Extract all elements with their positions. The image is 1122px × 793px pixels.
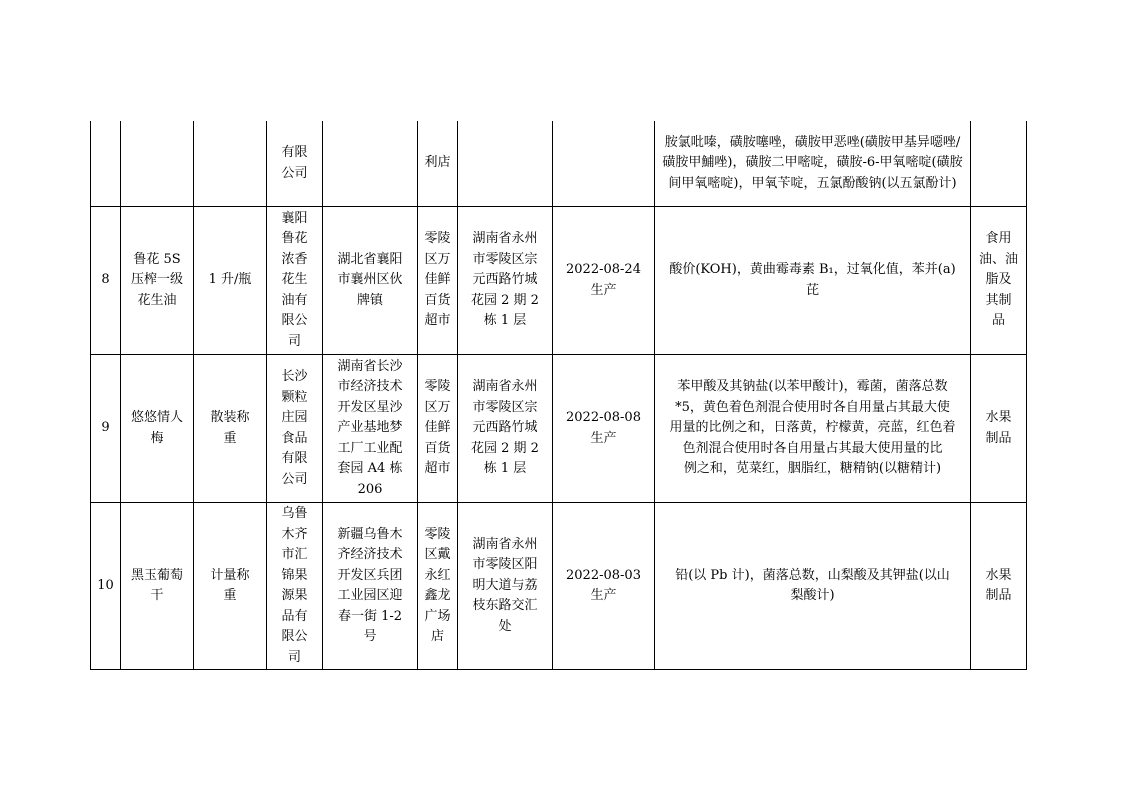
sampled-unit-name: 零陵 区万 佳鲜 百货 超市 [418,355,458,503]
production-date: 2022-08-08 生产 [553,355,655,503]
table-row [91,355,1027,503]
manufacturer-name: 长沙 颗粒 庄园 食品 有限 公司 [267,355,323,503]
specification: 计量称 重 [194,503,267,670]
table-row [91,121,1027,207]
sampled-unit-address: 湖南省永州 市零陵区宗 元西路竹城 花园 2 期 2 栋 1 层 [458,207,553,355]
row-number: 9 [91,355,121,503]
food-category: 食用 油、油 脂及 其制 品 [971,207,1027,355]
manufacturer-address: 湖北省襄阳 市襄州区伙 牌镇 [323,207,418,355]
production-date: 2022-08-03 生产 [553,503,655,670]
sampled-unit-address [458,121,553,207]
food-name [121,121,194,207]
food-category: 水果 制品 [971,503,1027,670]
manufacturer-name: 襄阳 鲁花 浓香 花生 油有 限公 司 [267,207,323,355]
sampled-unit-address: 湖南省永州 市零陵区阳 明大道与荔 枝东路交汇 处 [458,503,553,670]
food-name: 鲁花 5S 压榨一级 花生油 [121,207,194,355]
manufacturer-name: 乌鲁 木齐 市汇 锦果 源果 品有 限公 司 [267,503,323,670]
manufacturer-name: 有限 公司 [267,121,323,207]
inspection-items: 胺氯吡嗪，磺胺噻唑，磺胺甲恶唑(磺胺甲基异噁唑/磺胺甲鯆唑)，磺胺二甲嘧啶，磺胺-6-甲氧嘧啶(磺胺间甲氧嘧啶)，甲氧苄啶，五氯酚酸钠(以五氯酚计) [655,121,971,207]
manufacturer-address [323,121,418,207]
sampled-unit-name: 利店 [418,121,458,207]
food-name: 黑玉葡萄 干 [121,503,194,670]
sampled-unit-address: 湖南省永州 市零陵区宗 元西路竹城 花园 2 期 2 栋 1 层 [458,355,553,503]
inspection-items: 苯甲酸及其钠盐(以苯甲酸计)，霉菌，菌落总数 *5，黄色着色剂混合使用时各自用量占其最大使 用量的比例之和，日落黄，柠檬黄，亮蓝，红色着 色剂混合使用时各自用量占其最大使用量的比 例之和，苋菜红，胭脂红，糖精钠(以糖精计) [655,355,971,503]
row-number: 10 [91,503,121,670]
row-number [91,121,121,207]
manufacturer-address: 新疆乌鲁木 齐经济技术 开发区兵团 工业园区迎 春一街 1-2 号 [323,503,418,670]
inspection-items: 酸价(KOH)，黄曲霉毒素 B₁，过氧化值，苯并(a) 芘 [655,207,971,355]
row-number: 8 [91,207,121,355]
production-date: 2022-08-24 生产 [553,207,655,355]
specification [194,121,267,207]
food-name: 悠悠情人 梅 [121,355,194,503]
sampled-unit-name: 零陵 区万 佳鲜 百货 超市 [418,207,458,355]
table-row [91,503,1027,670]
table-row [91,207,1027,355]
food-category [971,121,1027,207]
manufacturer-address: 湖南省长沙 市经济技术 开发区星沙 产业基地梦 工厂工业配 套园 A4 栋 206 [323,355,418,503]
production-date [553,121,655,207]
sampling-results-table [90,121,1027,670]
inspection-items: 铅(以 Pb 计)，菌落总数，山梨酸及其钾盐(以山 梨酸计) [655,503,971,670]
food-category: 水果 制品 [971,355,1027,503]
sampled-unit-name: 零陵 区戴 永红 鑫龙 广场 店 [418,503,458,670]
specification: 散装称 重 [194,355,267,503]
specification: 1 升/瓶 [194,207,267,355]
